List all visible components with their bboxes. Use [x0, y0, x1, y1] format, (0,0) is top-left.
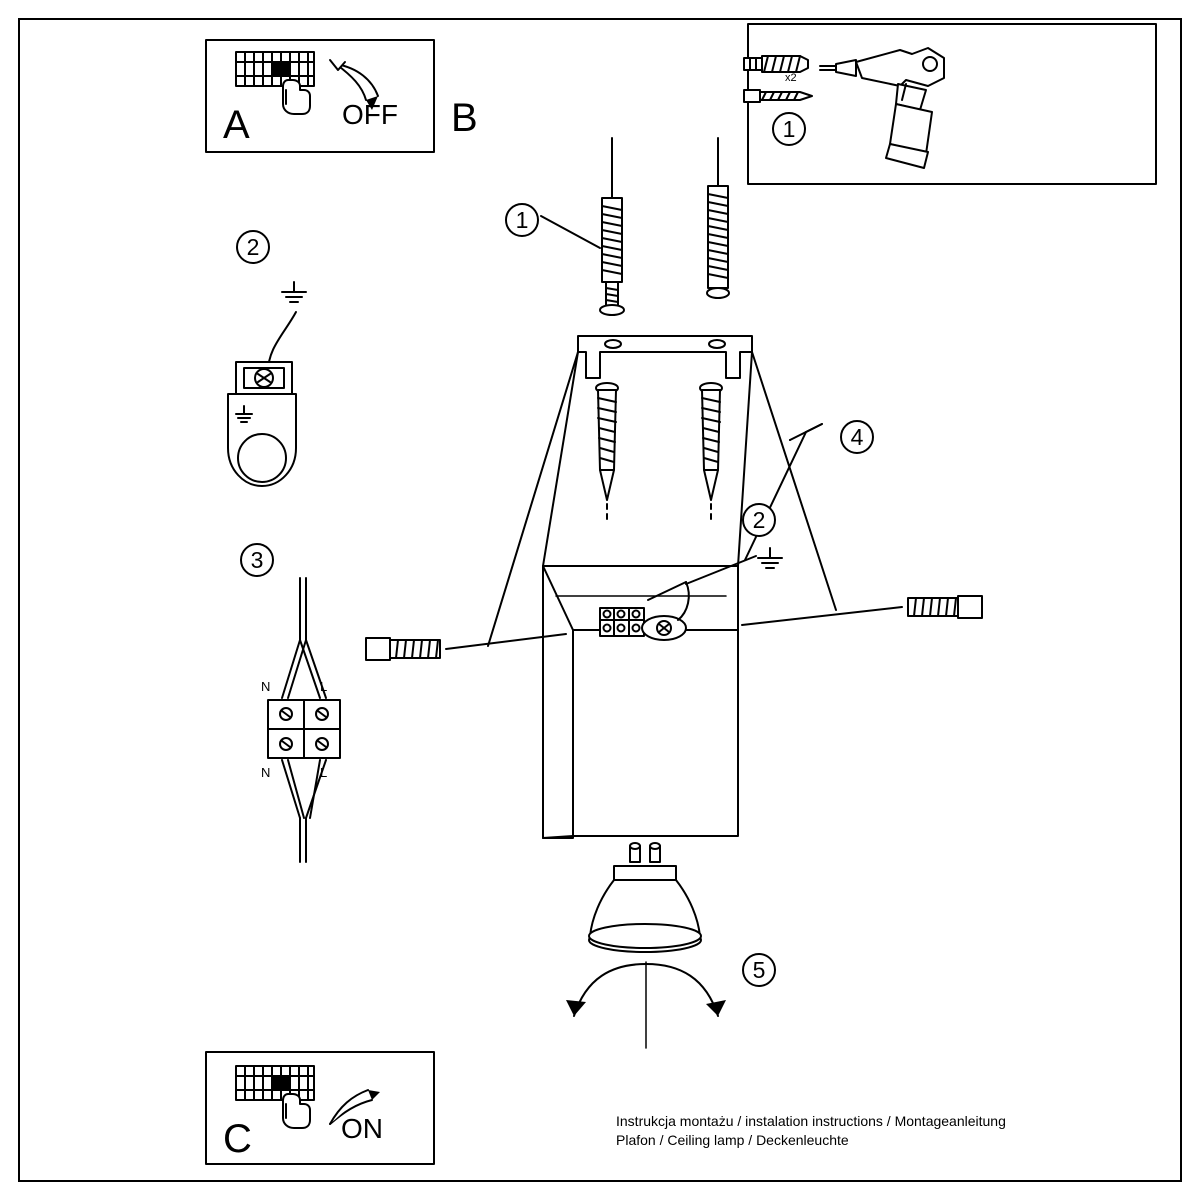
- panel-c-state-label: ON: [341, 1113, 383, 1144]
- earth-ground-icon-b: [758, 548, 782, 568]
- dowel-right: [707, 138, 729, 298]
- lamp-housing-cube: [543, 566, 738, 838]
- footer-text-block: [616, 1112, 1036, 1150]
- screw-left-long: [596, 383, 618, 520]
- panel-c-letter: C: [223, 1117, 252, 1161]
- step-number-2-left: 2: [236, 230, 270, 264]
- terminal-label-l-top: L: [320, 679, 328, 694]
- earth-terminal-assembly: [228, 282, 306, 486]
- side-screw-left: [366, 634, 566, 660]
- internal-terminal-block: [600, 608, 644, 636]
- footer-line-2: Plafon / Ceiling lamp / Deckenleuchte: [616, 1132, 849, 1148]
- rotation-arrow-icon: [566, 962, 726, 1048]
- tools-step-number: 1: [772, 112, 806, 146]
- step-number-3-left: 3: [240, 543, 274, 577]
- tools-panel-frame: [748, 24, 1156, 184]
- screw-icon: [744, 90, 812, 102]
- terminal-label-l-bottom: L: [320, 765, 328, 780]
- tools-quantity-label: x2: [785, 72, 797, 84]
- panel-b-letter: B: [451, 96, 478, 140]
- callout-number-2: 2: [742, 503, 776, 537]
- side-screw-right: [742, 596, 982, 625]
- dowel-left: [600, 138, 624, 315]
- earth-ground-icon-2: [282, 282, 306, 302]
- panel-a-state-label: OFF: [342, 99, 398, 130]
- breaker-block-c: [236, 1066, 314, 1100]
- callout-number-5: 5: [742, 953, 776, 987]
- terminal-label-n-bottom: N: [261, 765, 271, 780]
- gu10-bulb: [589, 843, 701, 952]
- wall-plug-dowel-icon: [744, 56, 808, 72]
- breaker-block-a: [236, 52, 314, 86]
- callout-number-1: 1: [505, 203, 539, 237]
- mounting-bracket: [578, 336, 752, 378]
- screw-right-long: [700, 383, 722, 520]
- panel-a-letter: A: [223, 103, 250, 147]
- callout-number-4: 4: [840, 420, 874, 454]
- terminal-label-n-top: N: [261, 679, 271, 694]
- terminal-block-assembly: [268, 578, 340, 862]
- footer-line-1: Instrukcja montażu / instalation instructions / Montageanleitung: [616, 1113, 1006, 1129]
